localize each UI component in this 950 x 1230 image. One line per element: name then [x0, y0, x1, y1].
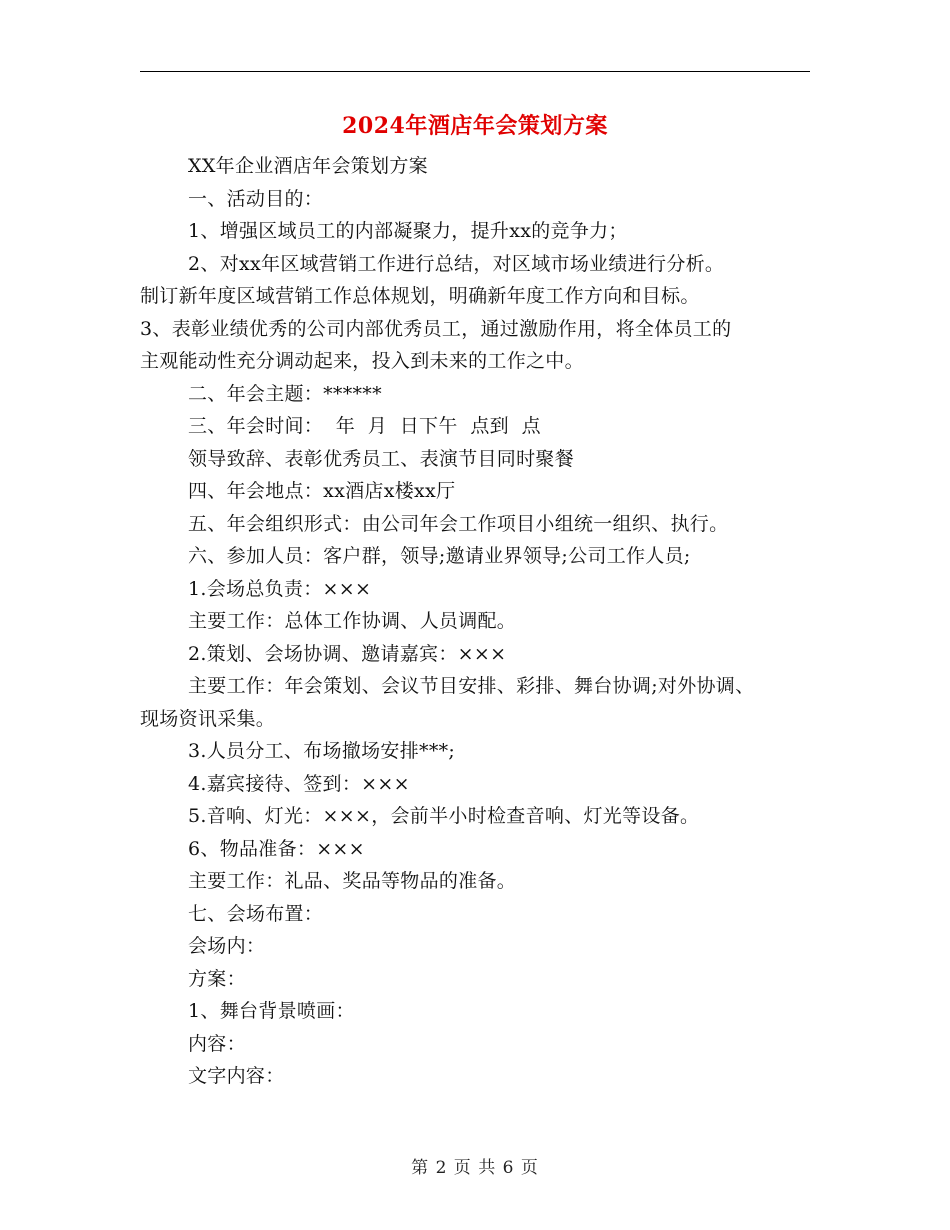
body-line: 4.嘉宾接待、签到：××× [188, 772, 410, 795]
body-line: 四、年会地点：xx酒店x楼xx厅 [188, 480, 456, 502]
body-line: 制订新年度区域营销工作总体规划，明确新年度工作方向和目标。 [140, 285, 700, 307]
body-line: 领导致辞、表彰优秀员工、表演节目同时聚餐 [188, 447, 575, 470]
page-number: 第 2 页 共 6 页 [411, 1158, 539, 1178]
body-line: 一、活动目的： [188, 187, 324, 210]
body-line: 3.人员分工、布场撤场安排***; [188, 740, 456, 762]
body-line: 2.策划、会场协调、邀请嘉宾：××× [188, 642, 507, 665]
body-line: 五、年会组织形式：由公司年会工作项目小组统一组织、执行。 [188, 512, 729, 535]
body-line: 1、舞台背景喷画： [188, 1000, 355, 1022]
body-line: 方案： [188, 967, 246, 990]
body-line: 5.音响、灯光：×××，会前半小时检查音响、灯光等设备。 [188, 805, 700, 827]
body-line: 1、增强区域员工的内部凝聚力，提升xx的竞争力； [188, 220, 628, 242]
body-line: 现场资讯采集。 [140, 707, 276, 730]
body-line: 主要工作：总体工作协调、人员调配。 [188, 610, 517, 632]
body-line: 主要工作：礼品、奖品等物品的准备。 [188, 870, 517, 892]
body-line: 会场内： [188, 935, 266, 957]
body-line: 内容： [188, 1032, 246, 1055]
body-line: 6、物品准备：××× [188, 837, 365, 860]
document-title: 2024年酒店年会策划方案 [342, 113, 608, 139]
document-body [140, 150, 820, 1093]
body-line: 文字内容： [188, 1065, 285, 1087]
header-rule [140, 71, 810, 72]
body-line: 主要工作：年会策划、会议节目安排、彩排、舞台协调;对外协调、 [188, 675, 755, 697]
body-line: 3、表彰业绩优秀的公司内部优秀员工，通过激励作用，将全体员工的 [140, 317, 732, 340]
body-line: 2、对xx年区域营销工作进行总结，对区域市场业绩进行分析。 [188, 252, 725, 275]
body-line: XX年企业酒店年会策划方案 [188, 155, 428, 177]
body-line: 六、参加人员：客户群，领导;邀请业界领导;公司工作人员; [188, 545, 691, 567]
body-line: 主观能动性充分调动起来，投入到未来的工作之中。 [140, 350, 584, 372]
body-line: 1.会场总负责：××× [188, 577, 372, 600]
body-line: 二、年会主题：****** [188, 382, 382, 405]
body-line: 七、会场布置： [188, 902, 324, 925]
body-line: 三、年会时间： 年 月 日下午 点到 点 [188, 415, 541, 437]
